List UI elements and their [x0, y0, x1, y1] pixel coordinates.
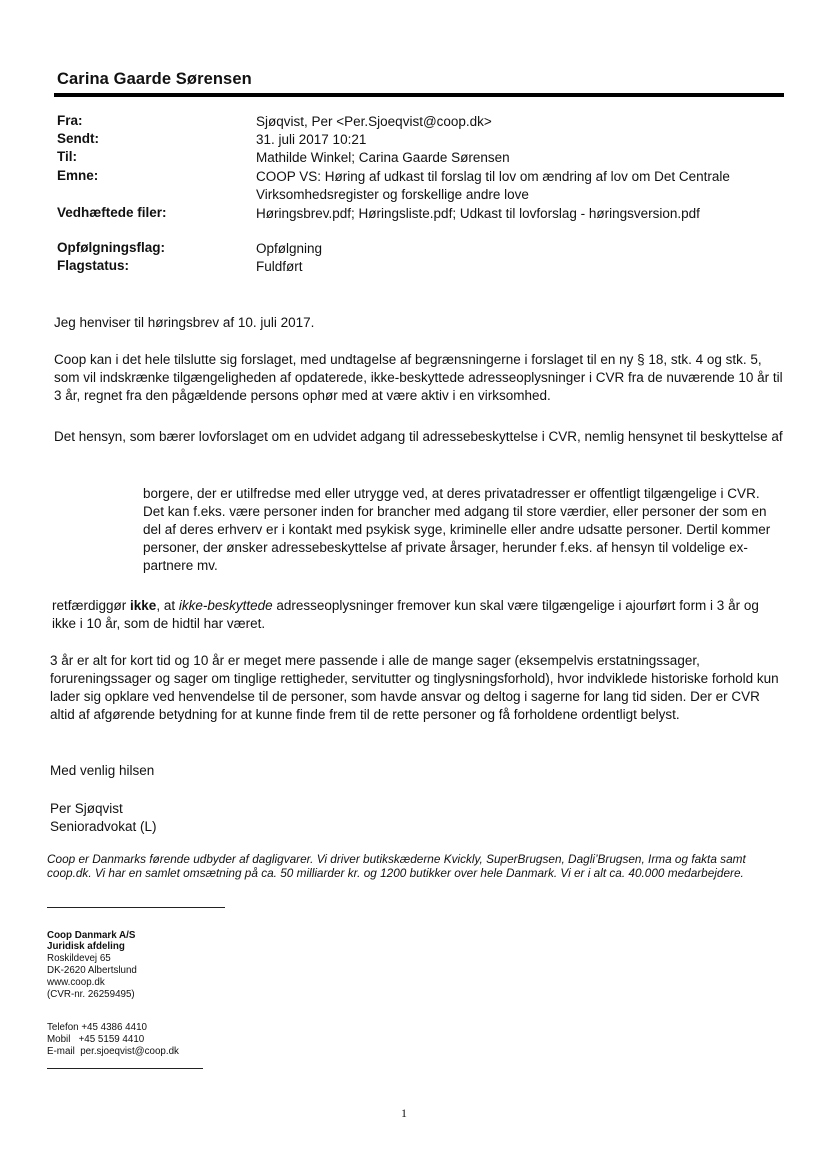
phone-number: Telefon +45 4386 4410 — [47, 1022, 147, 1033]
footer-rule-bottom — [47, 1068, 203, 1069]
p4-emphasis-ikke: ikke — [130, 598, 157, 613]
sender-name: Carina Gaarde Sørensen — [57, 70, 252, 88]
city-address: DK-2620 Albertslund — [47, 965, 137, 976]
attachments-value: Høringsbrev.pdf; Høringsliste.pdf; Udkast til lovforslag - høringsversion.pdf — [256, 206, 700, 221]
p4-italic-term: ikke-beskyttede — [178, 598, 273, 613]
consideration-paragraph: Det hensyn, som bærer lovforslaget om en udvidet adgang til adressebeskyttelse i CVR, nemlig hensynet til beskyttelse af — [54, 429, 783, 444]
to-label: Til: — [57, 149, 77, 164]
website-link[interactable]: www.coop.dk — [47, 977, 105, 988]
followup-flag-label: Opfølgningsflag: — [57, 240, 165, 255]
department-name: Juridisk afdeling — [47, 941, 125, 952]
subject-value: COOP VS: Høring af udkast til forslag til lov om ændring af lov om Det Centrale Virksomhedsregister og forskellige andre love — [256, 169, 730, 202]
signature-name: Per Sjøqvist — [50, 801, 123, 816]
to-value: Mathilde Winkel; Carina Gaarde Sørensen — [256, 150, 510, 165]
attachments-label: Vedhæftede filer: — [57, 205, 167, 220]
quoted-passage: borgere, der er utilfredse med eller utrygge ved, at deres privatadresser er offentligt tilgængelige i CVR. Det kan f.eks. være personer inden for brancher med adgang til store værdier, eller personer der som en del af deres erhverv er i kontakt med psykisk syge, kriminelle eller andre udsatte personer. Dertil kommer personer, der ønsker adressebeskyttelse af private årsager, herunder f.eks. af hensyn til voldelige ex-partnere mv. — [143, 486, 771, 573]
subject-label: Emne: — [57, 168, 99, 183]
flag-status-label: Flagstatus: — [57, 258, 130, 273]
argument-paragraph: 3 år er alt for kort tid og 10 år er meget mere passende i alle de mange sager (eksempelvis erstatningssager, forureningssager og sager om tinglige rettigheder, servitutter og tinglysningsforhold), hvor indviklede historiske forhold kun lader sig opklare ved henvendelse til de personer, som havde ansvar og deltog i sagerne for lang tid siden. Der er CVR altid af afgørende betydning for at kunne finde frem til de rette personer og få forholdene ordentligt belyst. — [50, 653, 779, 722]
company-tagline: Coop er Danmarks førende udbyder af dagligvarer. Vi driver butikskæderne Kvickly, SuperBrugsen, Dagli’Brugsen, Irma og fakta samt coop.dk. Vi har en samlet omsætning på ca. 50 milliarder kr. og 1200 butikker over hele Danmark. Vi er i alt ca. 40.000 medarbejdere. — [47, 852, 746, 880]
sent-label: Sendt: — [57, 131, 99, 146]
p4-text-a: retfærdiggør — [52, 598, 131, 613]
closing-greeting: Med venlig hilsen — [50, 763, 155, 778]
justification-paragraph — [52, 597, 782, 633]
signature-title: Senioradvokat (L) — [50, 819, 157, 834]
cvr-number: (CVR-nr. 26259495) — [47, 989, 135, 1000]
position-paragraph: Coop kan i det hele tilslutte sig forslaget, med undtagelse af begrænsningerne i forslaget til en ny § 18, stk. 4 og stk. 5, som vil indskrænke tilgængeligheden af opdaterede, ikke-beskyttede adresseoplysninger i CVR fra de nuværende 10 år til 3 år, regnet fra den pågældende persons ophør med at være aktiv i en virksomhed. — [54, 352, 783, 403]
intro-paragraph: Jeg henviser til høringsbrev af 10. juli 2017. — [54, 315, 315, 330]
p4-text-e: adresseoplysninger fremover kun skal være tilgængelige i ajourført form i 3 år og ikke i 10 år, som de hidtil har været. — [52, 598, 759, 631]
footer-rule-top — [47, 907, 225, 908]
mobile-number: Mobil +45 5159 4410 — [47, 1034, 145, 1045]
email-address[interactable]: E-mail per.sjoeqvist@coop.dk — [47, 1046, 179, 1057]
from-value: Sjøqvist, Per <Per.Sjoeqvist@coop.dk> — [256, 114, 492, 129]
followup-flag-value: Opfølgning — [256, 241, 323, 256]
p4-text-c: , at — [156, 598, 179, 613]
header-rule — [54, 93, 784, 97]
sent-value: 31. juli 2017 10:21 — [256, 132, 367, 147]
flag-status-value: Fuldført — [256, 259, 303, 274]
company-name: Coop Danmark A/S — [47, 930, 136, 941]
from-label: Fra: — [57, 113, 83, 128]
street-address: Roskildevej 65 — [47, 953, 111, 964]
page-number: 1 — [401, 1106, 407, 1120]
